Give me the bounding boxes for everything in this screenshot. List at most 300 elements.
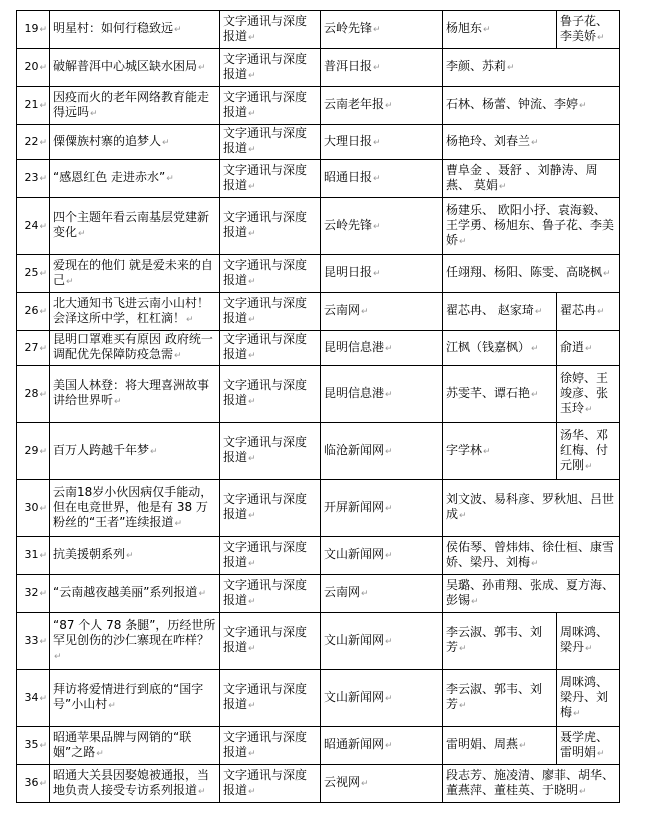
table-row	[17, 49, 620, 87]
paragraph-mark-icon: ↵	[174, 25, 182, 35]
title-text: 因疫而火的老年网络教育能走得远吗	[53, 89, 210, 119]
table-row	[17, 125, 620, 160]
paragraph-mark-icon: ↵	[531, 389, 539, 400]
paragraph-mark-icon: ↵	[248, 596, 256, 607]
paragraph-mark-icon: ↵	[248, 701, 256, 711]
table-row	[17, 575, 620, 613]
cell-num	[17, 670, 50, 727]
paragraph-mark-icon: ↵	[248, 314, 256, 325]
title-text: 傈僳族村寨的追梦人	[53, 133, 162, 148]
category-text: 文字通讯与深度报道	[223, 332, 308, 361]
cell-authors	[443, 331, 557, 366]
cell-title	[50, 480, 220, 537]
paragraph-mark-icon: ↵	[198, 589, 206, 599]
category-text: 文字通讯与深度报道	[223, 682, 308, 711]
cell-authors	[443, 125, 620, 160]
paragraph-mark-icon: ↵	[361, 779, 369, 789]
num-text: 34	[24, 690, 39, 704]
cell-outlet	[321, 255, 443, 293]
authors-text: 侯佑琴、曾炜炜、徐仕桓、康雪娇、梁丹、刘梅	[446, 539, 615, 569]
paragraph-mark-icon: ↵	[531, 137, 539, 148]
paragraph-mark-icon: ↵	[385, 636, 393, 647]
cell-title	[50, 423, 220, 480]
title-text: 百万人跨越千年梦	[53, 442, 150, 457]
num-text: 22	[24, 134, 39, 148]
paragraph-mark-icon: ↵	[373, 174, 381, 184]
paragraph-mark-icon: ↵	[39, 101, 47, 111]
cell-authors	[443, 11, 557, 49]
paragraph-mark-icon: ↵	[39, 389, 47, 400]
title-text: 北大通知书飞进云南小山村！会泽这所中学，杠杠滴！	[53, 295, 210, 325]
paragraph-mark-icon: ↵	[585, 343, 593, 354]
cell-category	[220, 765, 321, 803]
paragraph-mark-icon: ↵	[39, 693, 47, 704]
paragraph-mark-icon: ↵	[198, 63, 206, 73]
table-row	[17, 727, 620, 765]
paragraph-mark-icon: ↵	[39, 63, 47, 73]
title-text: 抗美援朝系列	[53, 547, 126, 561]
table-row	[17, 331, 620, 366]
cell-editors	[557, 293, 620, 331]
title-text: 昭通大关县因娶媳被通报，当地负责人接受专访系列报道	[53, 767, 210, 797]
authors-text: 江枫（钱嘉枫）	[446, 339, 531, 354]
paragraph-mark-icon: ↵	[373, 137, 381, 148]
paragraph-mark-icon: ↵	[373, 221, 381, 232]
paragraph-mark-icon: ↵	[385, 343, 393, 354]
authors-text: 字学林	[446, 442, 483, 457]
paragraph-mark-icon: ↵	[361, 589, 369, 599]
paragraph-mark-icon: ↵	[108, 701, 116, 711]
paragraph-mark-icon: ↵	[39, 137, 47, 148]
num-text: 25	[24, 266, 39, 279]
paragraph-mark-icon: ↵	[603, 269, 611, 279]
category-text: 文字通讯与深度报道	[223, 210, 308, 239]
paragraph-mark-icon: ↵	[39, 779, 47, 789]
cell-authors	[443, 366, 557, 423]
paragraph-mark-icon: ↵	[150, 446, 158, 457]
authors-text: 苏雯芊、谭石艳	[446, 385, 531, 400]
editors-text: 徐婷、王竣彦、张玉玲	[560, 370, 609, 415]
paragraph-mark-icon: ↵	[248, 276, 256, 287]
cell-title	[50, 87, 220, 125]
editors-text: 周咪鸿、梁丹	[560, 625, 609, 654]
paragraph-mark-icon: ↵	[597, 748, 605, 759]
paragraph-mark-icon: ↵	[531, 343, 539, 354]
cell-title	[50, 160, 220, 198]
paragraph-mark-icon: ↵	[483, 25, 491, 35]
num-text: 26	[24, 304, 39, 317]
paragraph-mark-icon: ↵	[248, 454, 256, 464]
outlet-text: 云岭先锋	[324, 21, 373, 35]
cell-editors	[557, 11, 620, 49]
paragraph-mark-icon: ↵	[248, 229, 256, 239]
paragraph-mark-icon: ↵	[373, 25, 381, 35]
paragraph-mark-icon: ↵	[385, 101, 393, 111]
num-text: 24	[24, 218, 39, 232]
num-text: 23	[24, 171, 39, 184]
num-text: 21	[24, 98, 39, 111]
category-text: 文字通讯与深度报道	[223, 767, 308, 797]
authors-text: 李云淑、郭韦、刘芳	[446, 682, 543, 711]
table-body	[17, 11, 620, 803]
cell-authors	[443, 765, 620, 803]
authors-text: 曹阜金 、聂舒 、刘静涛、周燕、 莫娟	[446, 162, 598, 192]
num-text: 20	[24, 60, 39, 73]
paragraph-mark-icon: ↵	[248, 70, 256, 81]
title-text: 昭通苹果品牌与网销的“联姻”之路	[53, 729, 192, 759]
cell-authors	[443, 613, 557, 670]
paragraph-mark-icon: ↵	[248, 748, 256, 759]
cell-num	[17, 423, 50, 480]
title-text: 拜访将爱情进行到底的“国字号”小山村	[53, 682, 204, 711]
cell-num	[17, 198, 50, 255]
paragraph-mark-icon: ↵	[385, 389, 393, 400]
category-text: 文字通讯与深度报道	[223, 492, 308, 521]
authors-text: 杨建乐、 欧阳小抒、袁海毅、王学勇、杨旭东、鲁子花、李美娇	[446, 202, 615, 247]
title-text: 明星村：如何行稳致远	[53, 21, 174, 35]
paragraph-mark-icon: ↵	[39, 551, 47, 561]
cell-title	[50, 125, 220, 160]
paragraph-mark-icon: ↵	[248, 397, 256, 407]
category-text: 文字通讯与深度报道	[223, 625, 308, 654]
cell-title	[50, 198, 220, 255]
title-text: 云南18岁小伙因病仅手能动，但在电竞世界，他是有 38 万粉丝的“王者”连续报道	[53, 484, 213, 529]
outlet-text: 云南网	[324, 585, 361, 599]
cell-authors	[443, 575, 620, 613]
num-text: 31	[24, 548, 39, 561]
outlet-text: 昭通新闻网	[324, 737, 385, 751]
cell-num	[17, 575, 50, 613]
paragraph-mark-icon: ↵	[385, 741, 393, 751]
paragraph-mark-icon: ↵	[579, 786, 587, 797]
paragraph-mark-icon: ↵	[248, 558, 256, 569]
cell-category	[220, 160, 321, 198]
outlet-text: 云南网	[324, 303, 361, 317]
cell-num	[17, 293, 50, 331]
category-text: 文字通讯与深度报道	[223, 435, 308, 464]
editors-text: 周咪鸿、梁丹、刘梅	[560, 674, 609, 719]
paragraph-mark-icon: ↵	[597, 32, 605, 43]
cell-num	[17, 160, 50, 198]
authors-text: 段志芳、施凌清、廖菲、胡华、董燕萍、董桂英、于晓明	[446, 767, 615, 797]
cell-authors	[443, 537, 620, 575]
num-text: 19	[24, 22, 39, 35]
authors-text: 石林、杨蕾、钟流、李婷	[446, 97, 579, 111]
outlet-text: 大理日报	[324, 133, 373, 148]
cell-num	[17, 11, 50, 49]
cell-authors	[443, 670, 557, 727]
authors-text: 杨艳玲、刘春兰	[446, 133, 531, 148]
cell-num	[17, 537, 50, 575]
cell-outlet	[321, 480, 443, 537]
outlet-text: 云南老年报	[324, 97, 385, 111]
cell-category	[220, 87, 321, 125]
cell-title	[50, 11, 220, 49]
outlet-text: 普洱日报	[324, 59, 373, 73]
category-text: 文字通讯与深度报道	[223, 51, 308, 81]
num-text: 30	[24, 500, 39, 514]
table-row	[17, 480, 620, 537]
cell-category	[220, 727, 321, 765]
paragraph-mark-icon: ↵	[597, 307, 605, 317]
cell-authors	[443, 727, 557, 765]
paragraph-mark-icon: ↵	[585, 404, 593, 415]
cell-num	[17, 366, 50, 423]
category-text: 文字通讯与深度报道	[223, 729, 308, 759]
cell-outlet	[321, 537, 443, 575]
cell-editors	[557, 727, 620, 765]
paragraph-mark-icon: ↵	[459, 644, 467, 654]
paragraph-mark-icon: ↵	[78, 229, 86, 239]
outlet-text: 昆明信息港	[324, 339, 385, 354]
cell-outlet	[321, 765, 443, 803]
table-row	[17, 765, 620, 803]
outlet-text: 文山新闻网	[324, 689, 385, 704]
table-row	[17, 11, 620, 49]
cell-num	[17, 255, 50, 293]
table-row	[17, 670, 620, 727]
cell-outlet	[321, 11, 443, 49]
paragraph-mark-icon: ↵	[248, 145, 256, 155]
num-text: 36	[24, 776, 39, 789]
category-text: 文字通讯与深度报道	[223, 378, 308, 407]
paragraph-mark-icon: ↵	[114, 397, 122, 407]
authors-text: 李云淑、郭韦、刘芳	[446, 625, 543, 654]
editors-text: 鲁子花、李美娇	[560, 13, 609, 43]
paragraph-mark-icon: ↵	[39, 343, 47, 354]
cell-title	[50, 765, 220, 803]
paragraph-mark-icon: ↵	[39, 269, 47, 279]
title-text: 昆明口罩难买有原因 政府统一调配优先保障防疫急需	[53, 332, 213, 361]
cell-outlet	[321, 331, 443, 366]
cell-category	[220, 293, 321, 331]
title-text: 破解普洱中心城区缺水困局	[53, 59, 198, 73]
num-text: 35	[24, 738, 39, 751]
cell-editors	[557, 366, 620, 423]
table-row	[17, 293, 620, 331]
cell-authors	[443, 87, 620, 125]
table-row	[17, 423, 620, 480]
cell-title	[50, 670, 220, 727]
paragraph-mark-icon: ↵	[459, 236, 467, 247]
category-text: 文字通讯与深度报道	[223, 295, 308, 325]
cell-category	[220, 366, 321, 423]
category-text: 文字通讯与深度报道	[223, 13, 308, 43]
paragraph-mark-icon: ↵	[54, 651, 62, 662]
cell-outlet	[321, 423, 443, 480]
cell-outlet	[321, 87, 443, 125]
cell-category	[220, 198, 321, 255]
category-text: 文字通讯与深度报道	[223, 89, 308, 119]
cell-outlet	[321, 160, 443, 198]
paragraph-mark-icon: ↵	[459, 511, 467, 521]
paragraph-mark-icon: ↵	[498, 181, 507, 192]
cell-category	[220, 613, 321, 670]
category-text: 文字通讯与深度报道	[223, 539, 308, 569]
paragraph-mark-icon: ↵	[373, 269, 381, 279]
cell-num	[17, 613, 50, 670]
cell-authors	[443, 198, 620, 255]
num-text: 27	[24, 340, 39, 354]
paragraph-mark-icon: ↵	[459, 701, 467, 711]
cell-authors	[443, 480, 620, 537]
cell-outlet	[321, 670, 443, 727]
outlet-text: 昭通日报	[324, 170, 373, 184]
paragraph-mark-icon: ↵	[166, 174, 174, 184]
category-text: 文字通讯与深度报道	[223, 126, 308, 155]
paragraph-mark-icon: ↵	[248, 786, 256, 797]
paragraph-mark-icon: ↵	[39, 25, 47, 35]
paragraph-mark-icon: ↵	[507, 63, 515, 73]
paragraph-mark-icon: ↵	[531, 558, 539, 569]
outlet-text: 昆明信息港	[324, 385, 385, 400]
paragraph-mark-icon: ↵	[39, 446, 47, 457]
num-text: 33	[24, 633, 39, 647]
cell-authors	[443, 293, 557, 331]
paragraph-mark-icon: ↵	[39, 503, 47, 514]
outlet-text: 云视网	[324, 775, 361, 789]
paragraph-mark-icon: ↵	[483, 446, 491, 457]
paragraph-mark-icon: ↵	[126, 551, 134, 561]
cell-outlet	[321, 613, 443, 670]
paragraph-mark-icon: ↵	[534, 307, 543, 317]
cell-title	[50, 575, 220, 613]
authors-text: 翟芯冉、 赵家琦	[446, 303, 534, 317]
cell-category	[220, 255, 321, 293]
num-text: 32	[24, 586, 39, 599]
paragraph-mark-icon: ↵	[248, 181, 256, 192]
editors-text: 俞逍	[560, 339, 585, 354]
cell-title	[50, 293, 220, 331]
table-row	[17, 613, 620, 670]
paragraph-mark-icon: ↵	[39, 174, 47, 184]
paragraph-mark-icon: ↵	[573, 708, 581, 719]
paragraph-mark-icon: ↵	[96, 748, 104, 759]
category-text: 文字通讯与深度报道	[223, 162, 308, 192]
table-row	[17, 198, 620, 255]
cell-title	[50, 727, 220, 765]
cell-num	[17, 765, 50, 803]
paragraph-mark-icon: ↵	[248, 511, 256, 521]
authors-text: 吴璐、孙甫翔、张成、夏方海、彭锡	[446, 577, 615, 607]
paragraph-mark-icon: ↵	[519, 741, 527, 751]
cell-category	[220, 537, 321, 575]
authors-text: 任翊翔、杨阳、陈雯、高晓枫	[446, 265, 603, 279]
paragraph-mark-icon: ↵	[39, 221, 47, 232]
paragraph-mark-icon: ↵	[248, 108, 256, 119]
cell-category	[220, 423, 321, 480]
cell-category	[220, 11, 321, 49]
cell-editors	[557, 613, 620, 670]
title-text: “云南越夜越美丽”系列报道	[53, 585, 198, 599]
paragraph-mark-icon: ↵	[579, 101, 587, 111]
authors-text: 雷明娟、周燕	[446, 737, 519, 751]
paragraph-mark-icon: ↵	[39, 741, 47, 751]
category-text: 文字通讯与深度报道	[223, 257, 308, 287]
table-row	[17, 537, 620, 575]
cell-title	[50, 613, 220, 670]
cell-num	[17, 727, 50, 765]
cell-category	[220, 125, 321, 160]
cell-title	[50, 49, 220, 87]
category-text: 文字通讯与深度报道	[223, 577, 308, 607]
editors-text: 翟芯冉	[560, 303, 597, 317]
cell-num	[17, 480, 50, 537]
cell-category	[220, 670, 321, 727]
cell-num	[17, 125, 50, 160]
cell-outlet	[321, 198, 443, 255]
paragraph-mark-icon: ↵	[585, 461, 593, 472]
table-row	[17, 366, 620, 423]
table-row	[17, 160, 620, 198]
paragraph-mark-icon: ↵	[585, 644, 593, 654]
outlet-text: 云岭先锋	[324, 217, 373, 232]
cell-num	[17, 331, 50, 366]
paragraph-mark-icon: ↵	[198, 786, 206, 797]
cell-outlet	[321, 293, 443, 331]
authors-text: 杨旭东	[446, 21, 483, 35]
paragraph-mark-icon: ↵	[385, 446, 393, 457]
table-row	[17, 255, 620, 293]
cell-num	[17, 49, 50, 87]
cell-authors	[443, 49, 620, 87]
paragraph-mark-icon: ↵	[162, 137, 170, 148]
paragraph-mark-icon: ↵	[174, 351, 182, 361]
outlet-text: 文山新闻网	[324, 547, 385, 561]
paragraph-mark-icon: ↵	[66, 276, 74, 287]
title-text: “感恩红色 走进赤水”	[53, 170, 166, 184]
outlet-text: 开屏新闻网	[324, 499, 385, 514]
paragraph-mark-icon: ↵	[39, 636, 47, 647]
title-text: “87 个人 78 条腿”，历经世所罕见创伤的沙仁寨现在咋样？	[53, 617, 216, 647]
cell-category	[220, 480, 321, 537]
cell-outlet	[321, 49, 443, 87]
cell-category	[220, 49, 321, 87]
paragraph-mark-icon: ↵	[248, 644, 256, 654]
paragraph-mark-icon: ↵	[385, 503, 393, 514]
editors-text: 聂学虎、雷明娟	[560, 729, 609, 759]
title-text: 美国人林登：将大理喜洲故事讲给世界听	[53, 378, 210, 407]
num-text: 29	[24, 443, 39, 457]
paragraph-mark-icon: ↵	[385, 693, 393, 704]
cell-title	[50, 331, 220, 366]
paragraph-mark-icon: ↵	[174, 518, 182, 529]
cell-category	[220, 331, 321, 366]
cell-title	[50, 255, 220, 293]
cell-editors	[557, 331, 620, 366]
cell-category	[220, 575, 321, 613]
cell-title	[50, 537, 220, 575]
paragraph-mark-icon: ↵	[248, 351, 256, 361]
cell-editors	[557, 670, 620, 727]
cell-authors	[443, 423, 557, 480]
cell-outlet	[321, 366, 443, 423]
cell-authors	[443, 255, 620, 293]
paragraph-mark-icon: ↵	[186, 314, 194, 325]
paragraph-mark-icon: ↵	[90, 108, 98, 119]
paragraph-mark-icon: ↵	[39, 589, 47, 599]
outlet-text: 文山新闻网	[324, 632, 385, 647]
cell-outlet	[321, 125, 443, 160]
outlet-text: 昆明日报	[324, 265, 373, 279]
cell-editors	[557, 423, 620, 480]
authors-text: 刘文波、易科彦、罗秋旭、吕世成	[446, 492, 615, 521]
cell-authors	[443, 160, 620, 198]
title-text: 爱现在的他们 就是爱未来的自己	[53, 257, 213, 287]
cell-outlet	[321, 575, 443, 613]
cell-title	[50, 366, 220, 423]
title-text: 四个主题年看云南基层党建新变化	[53, 210, 210, 239]
